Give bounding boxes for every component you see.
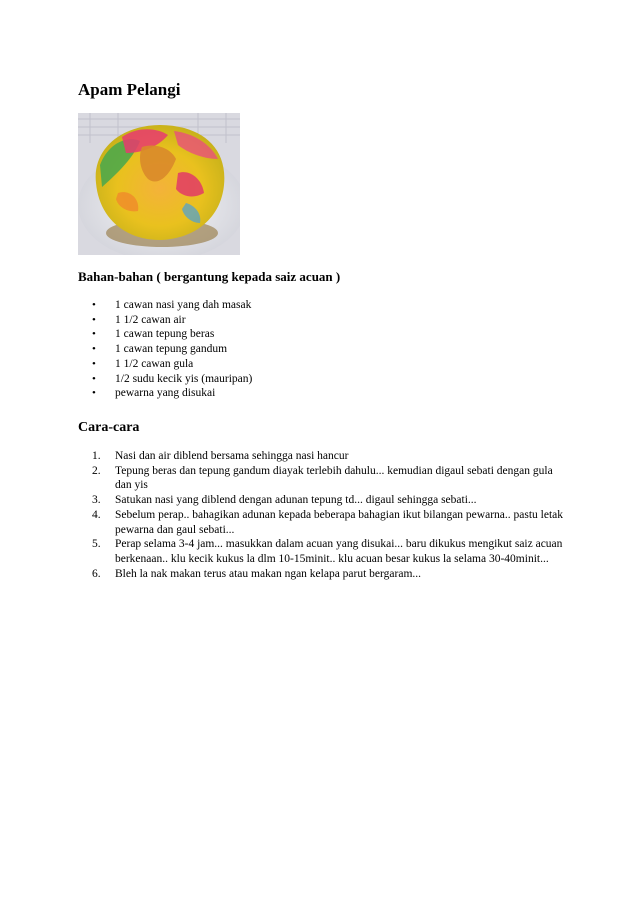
step-text: Sebelum perap.. bahagikan adunan kepada beberapa bahagian ikut bilangan pewarna.. pastu letak pewarna dan gaul sebati... — [115, 508, 564, 536]
list-item — [92, 464, 572, 493]
list-item — [92, 327, 252, 342]
step-number: 6. — [92, 567, 101, 580]
bullet-icon: • — [92, 372, 96, 385]
bullet-icon: • — [92, 387, 96, 400]
page-title: Apam Pelangi — [78, 80, 181, 99]
list-item — [92, 567, 572, 582]
ingredient-text: 1 1/2 cawan gula — [115, 357, 194, 370]
steps-heading: Cara-cara — [78, 420, 140, 435]
bullet-icon: • — [92, 313, 96, 326]
list-item — [92, 357, 252, 372]
bullet-icon: • — [92, 357, 96, 370]
cake-photo — [78, 113, 240, 255]
step-text: Nasi dan air diblend bersama sehingga nasi hancur — [115, 450, 349, 462]
ingredients-list — [92, 298, 252, 401]
list-item — [92, 342, 252, 357]
ingredient-text: 1 cawan tepung beras — [115, 328, 215, 341]
step-number: 4. — [92, 508, 101, 521]
step-number: 5. — [92, 538, 101, 551]
list-item — [92, 449, 572, 464]
steps-list — [92, 449, 572, 581]
ingredient-text: 1 1/2 cawan air — [115, 313, 186, 326]
step-number: 2. — [92, 464, 101, 477]
list-item — [92, 493, 572, 508]
step-text: Tepung beras dan tepung gandum diayak terlebih dahulu... kemudian digaul sebati dengan gula dan yis — [115, 464, 553, 492]
step-number: 3. — [92, 494, 101, 507]
list-item — [92, 386, 252, 401]
ingredient-text: 1 cawan tepung gandum — [115, 343, 228, 356]
list-item — [92, 537, 572, 566]
ingredient-text: pewarna yang disukai — [115, 387, 216, 400]
step-text: Bleh la nak makan terus atau makan ngan kelapa parut bergaram... — [115, 567, 422, 580]
ingredient-text: 1/2 sudu kecik yis (mauripan) — [115, 372, 253, 385]
step-number: 1. — [92, 450, 101, 462]
ingredients-heading: Bahan-bahan ( bergantung kepada saiz acuan ) — [78, 269, 341, 284]
list-item — [92, 298, 252, 313]
bullet-icon: • — [92, 343, 96, 356]
list-item — [92, 508, 572, 537]
list-item — [92, 372, 252, 387]
list-item — [92, 313, 252, 328]
step-text: Perap selama 3-4 jam... masukkan dalam acuan yang disukai... baru dikukus mengikut saiz acuan berkenaan.. klu kecik kukus la dlm 10-15minit.. klu acuan besar kukus la selama 30-40minit... — [115, 538, 563, 565]
step-text: Satukan nasi yang diblend dengan adunan tepung td... digaul sehingga sebati... — [115, 494, 477, 507]
ingredient-text: 1 cawan nasi yang dah masak — [115, 299, 252, 311]
bullet-icon: • — [92, 328, 96, 341]
bullet-icon: • — [92, 299, 96, 311]
